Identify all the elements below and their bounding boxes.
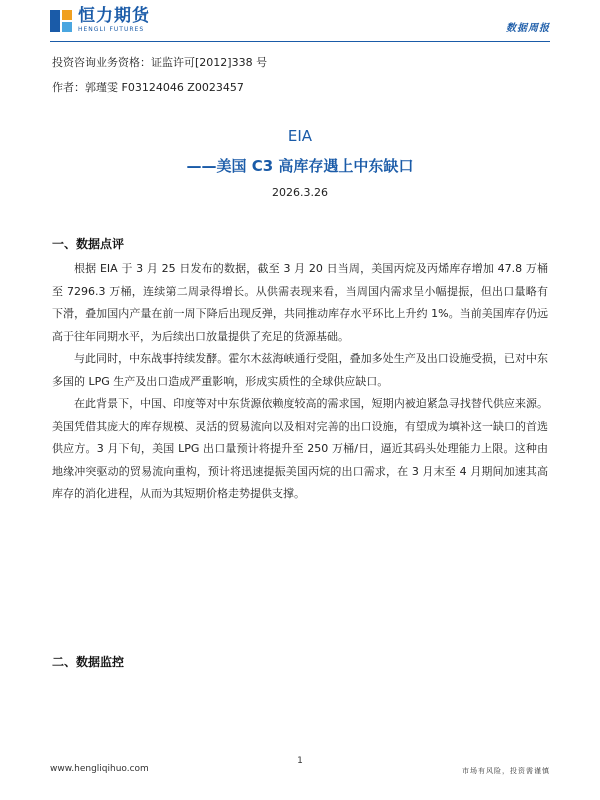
author-line: 作者：郭瑾雯 F03124046 Z0023457 [52,81,244,94]
risk-slogan: 市场有风险，投资需谨慎 [462,767,550,775]
header-divider [50,41,550,42]
company-logo [50,8,150,33]
report-date: 2026.3.26 [272,186,328,199]
section-heading-monitor: 二、数据监控 [52,655,125,669]
page-number: 1 [297,756,303,766]
logo-name-cn: 恒力期货 [78,6,150,26]
review-body [52,258,548,506]
paragraph: 在此背景下，中国、印度等对中东货源依赖度较高的需求国，短期内被迫紧急寻找替代供应来源。美国凭借其庞大的库存规模、灵活的贸易流向以及相对完善的出口设施，有望成为填补这一缺口的首选供应方。3 月下旬，美国 LPG 出口量预计将提升至 250 万桶/日，逼近其码头处理能力上限。这种由地缘冲突驱动的贸易流向重构，预计将迅速提振美国丙烷的出口需求，在 3 月末至 4 月期间加速其高库存的消化进程，从而为其短期价格走势提供支撑。 [52,397,548,500]
page-header [0,0,600,44]
report-subtitle: ——美国 C3 高库存遇上中东缺口 [186,157,414,175]
report-title: EIA [287,127,313,145]
qualification-line: 投资咨询业务资格：证监许可[2012]338 号 [52,56,268,69]
report-type: 数据周报 [506,23,550,34]
logo-name-en: HENGLI FUTURES [78,26,145,33]
logo-icon [50,10,72,32]
website-link[interactable]: www.hengliqihuo.com [50,764,149,774]
paragraph: 与此同时，中东战事持续发酵。霍尔木兹海峡通行受阻，叠加多处生产及出口设施受损，已对中东多国的 LPG 生产及出口造成严重影响，形成实质性的全球供应缺口。 [52,352,548,388]
section-heading-review: 一、数据点评 [52,237,125,251]
paragraph: 根据 EIA 于 3 月 25 日发布的数据，截至 3 月 20 日当周，美国丙烷及丙烯库存增加 47.8 万桶至 7296.3 万桶，连续第二周录得增长。从供需表现来看，当周国内需求呈小幅提振，但出口量略有下滑，叠加国内产量在前一周下降后出现反弹，共同推动库存水平环比上升约 1%。当前美国库存仍远高于往年同期水平，为后续出口放量提供了充足的货源基础。 [52,262,548,343]
